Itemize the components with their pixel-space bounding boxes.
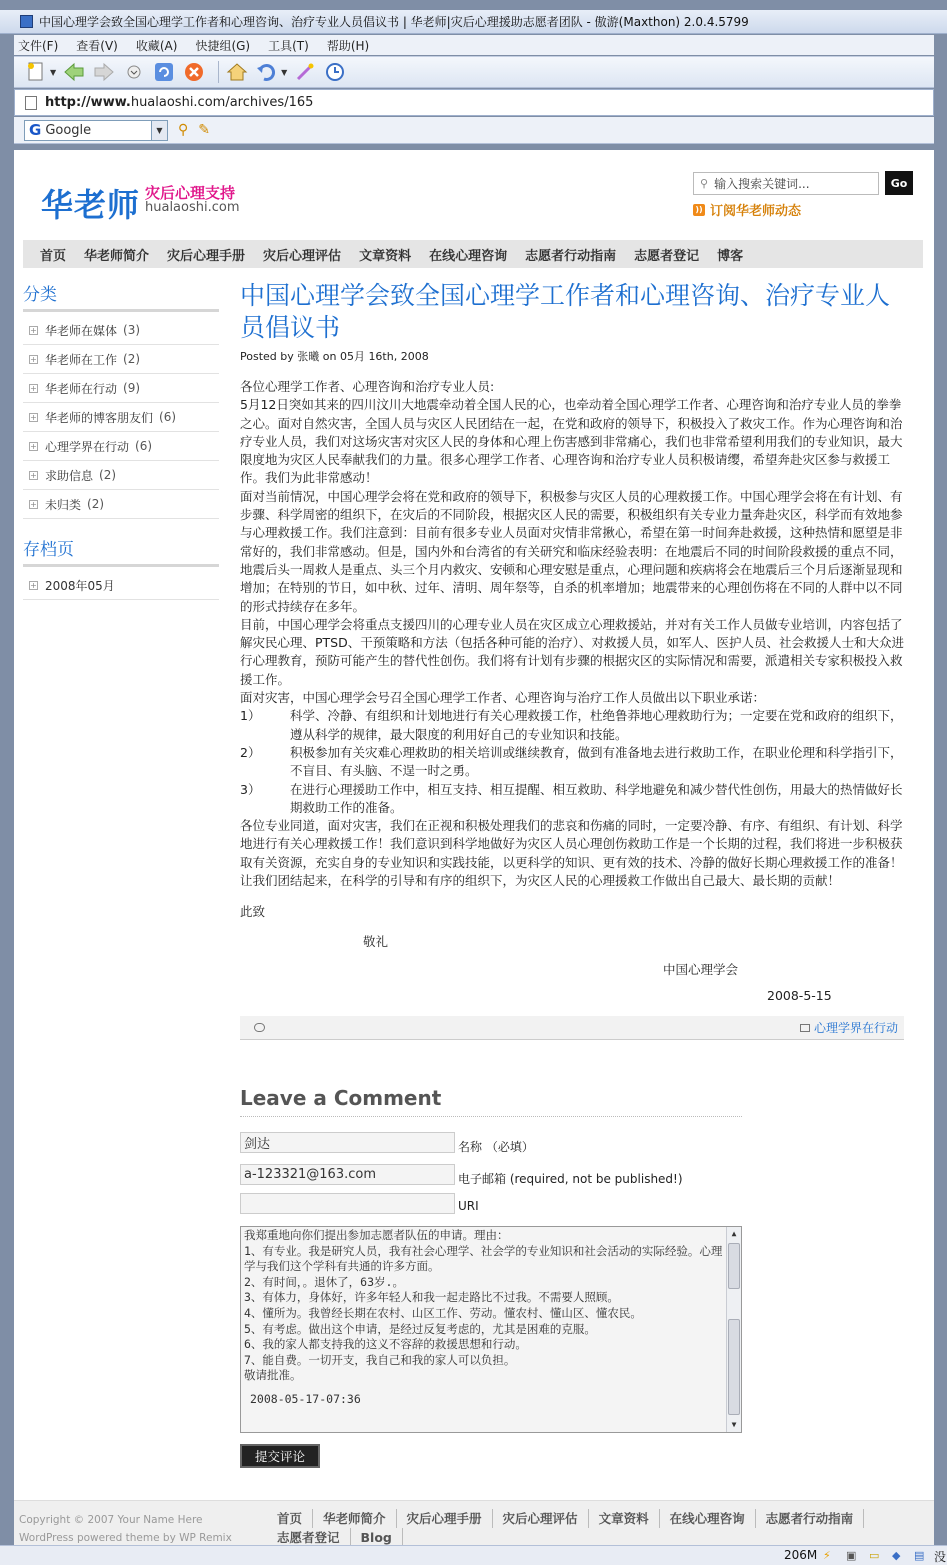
scroll-down-icon[interactable]: ▼ — [731, 1420, 737, 1430]
post-category-link[interactable] — [800, 1019, 898, 1036]
nav-assessment[interactable]: 灾后心理评估 — [263, 248, 342, 264]
footer-nav-item[interactable]: 华老师简介 — [313, 1509, 397, 1528]
post — [240, 280, 906, 1004]
category-count: (3) — [123, 323, 141, 337]
commitment-text: 科学、冷静、有组织和计划地进行有关心理救援工作，杜绝鲁莽地心理救助行为；一定要在党和政府的组织下，遵从科学的规律，最大限度的利用好自己的专业知识和技能。 — [290, 708, 903, 742]
highlight-icon[interactable]: ✎ — [198, 122, 210, 138]
commitment-text: 在进行心理援助工作中，相互支持、相互提醒、相互救助、科学地避免和减少替代性创伤，用最大的热情做好长期救助工作的准备。 — [290, 781, 903, 815]
comment-line: 6、我的家人都支持我的这义不容辞的救援思想和行动。 — [244, 1337, 527, 1352]
nav-articles[interactable]: 文章资料 — [359, 248, 412, 264]
post-paragraph: 各位心理学工作者、心理咨询和治疗专业人员: — [240, 379, 495, 394]
category-label: 华老师的博客朋友们 — [45, 410, 154, 425]
sidebar — [23, 280, 219, 600]
comment-line: 敬请批准。 — [244, 1368, 302, 1383]
post-footer — [240, 1016, 904, 1040]
nav-home[interactable]: 首页 — [40, 248, 67, 264]
plus-box-icon: + — [30, 383, 37, 393]
comment-line: 1、有专业。我是研究人员，我有社会心理学、社会学的专业知识和社会活动的实际经验。心理学与我们这个学科有共通的许多方面。 — [244, 1243, 723, 1274]
home-icon[interactable] — [225, 60, 249, 84]
category-label: 未归类 — [45, 497, 82, 512]
commitment-item — [240, 781, 906, 818]
commitment-number: 3） — [240, 781, 261, 797]
logo-text: 华老师 — [41, 186, 141, 224]
menu-bar — [14, 35, 934, 55]
plus-box-icon: + — [30, 354, 37, 364]
sidebar-category-item[interactable] — [23, 316, 219, 345]
scroll-up-icon[interactable]: ▲ — [731, 1229, 737, 1239]
web-page — [14, 150, 934, 1500]
post-paragraph: 面对灾害，中国心理学会号召全国心理学工作者、心理咨询与治疗工作人员做出以下职业承诺： — [240, 690, 766, 706]
site-search-input[interactable] — [693, 172, 879, 195]
sidebar-category-item[interactable] — [23, 490, 219, 519]
plus-box-icon: + — [30, 580, 37, 590]
sidebar-category-item[interactable] — [23, 432, 219, 461]
folder-icon[interactable]: ▭ — [869, 1549, 880, 1562]
footer-nav-item[interactable]: 文章资料 — [589, 1509, 660, 1528]
comment-message — [244, 1228, 723, 1384]
nav-volunteer-register[interactable]: 志愿者登记 — [634, 248, 700, 264]
chevron-down-icon[interactable]: ▼ — [151, 121, 167, 140]
status-bar — [0, 1545, 947, 1565]
nav-handbook[interactable]: 灾后心理手册 — [167, 248, 246, 264]
undo-dropdown-icon[interactable]: ▼ — [281, 67, 288, 77]
search-placeholder: 输入搜索关键词... — [714, 177, 810, 191]
clock-icon[interactable] — [323, 60, 347, 84]
history-dropdown-icon[interactable] — [122, 60, 146, 84]
popup-blocker-icon[interactable]: ▣ — [846, 1549, 857, 1562]
post-category-label: 心理学界在行动 — [813, 1021, 898, 1035]
comment-line: 5、有考虑。做出这个申请，是经过反复考虑的，尤其是困难的克服。 — [244, 1321, 596, 1336]
sidebar-archive-item[interactable] — [23, 571, 219, 600]
subscribe-label: 订阅华老师动态 — [710, 204, 802, 219]
window-title: 中国心理学会致全国心理学工作者和心理咨询、治疗专业人员倡议书 | 华老师|灾后心理援助志愿者团队 - 傲游(Maxthon) 2.0.4.5799 — [39, 15, 749, 29]
logo-tagline: 灾后心理支持 — [145, 184, 236, 202]
search-engine-label: Google — [45, 122, 92, 138]
nav-about[interactable]: 华老师简介 — [84, 248, 150, 264]
browser-toolbar — [14, 56, 934, 88]
menu-help[interactable]: 帮助(H) — [326, 38, 370, 53]
post-paragraph: 各位专业同道，面对灾害，我们在正视和积极处理我们的悲哀和伤痛的同时，一定要冷静、有序、有组织、有计划、科学地进行有关心理救援工作！我们意识到科学地做好为灾区人员心理创伤救助工作是一个长期的过程，我们将进一步积极获取有关资源，充实自身的专业知识和实践技能，以更科学的知识、更有效的技术、冷静的做好长期心理救援工作的准备！ — [240, 818, 903, 870]
page-icon — [25, 96, 37, 110]
google-icon: G — [29, 121, 42, 139]
toolbar-separator — [218, 61, 219, 83]
footer-nav — [267, 1509, 927, 1547]
site-logo[interactable] — [41, 180, 240, 226]
comment-heading: Leave a Comment — [240, 1086, 742, 1117]
archive-list — [23, 571, 219, 600]
stop-icon[interactable] — [182, 60, 206, 84]
archive-label: 2008年05月 — [45, 578, 115, 593]
refresh-icon[interactable] — [152, 60, 176, 84]
search-icon[interactable]: ⚲ — [178, 122, 189, 138]
url-path: hualaoshi.com/archives/165 — [130, 95, 314, 110]
site-footer — [14, 1500, 934, 1545]
commitment-item — [240, 744, 906, 781]
status-text: 没 — [934, 1550, 947, 1564]
commitment-item — [240, 707, 906, 744]
post-closing — [240, 902, 906, 1004]
comment-line: 4、懂所为。我曾经长期在农村、山区工作、劳动。懂农村、懂山区、懂农民。 — [244, 1305, 642, 1320]
email-label: 电子邮箱 (required, not be published!) — [458, 1172, 683, 1186]
menu-file[interactable]: 文件(F) — [18, 38, 59, 53]
menu-tools[interactable]: 工具(T) — [268, 38, 309, 53]
category-count: (9) — [123, 381, 141, 395]
new-tab-dropdown-icon[interactable]: ▼ — [50, 67, 57, 77]
category-label: 心理学界在行动 — [45, 439, 130, 454]
search-toolbar — [14, 117, 934, 144]
commitment-number: 1） — [240, 708, 261, 724]
footer-nav-item[interactable]: 灾后心理评估 — [493, 1509, 589, 1528]
post-title[interactable]: 中国心理学会致全国心理学工作者和心理咨询、治疗专业人员倡议书 — [240, 281, 891, 342]
plus-box-icon: + — [30, 499, 37, 509]
main-nav — [23, 240, 923, 268]
search-icon: ⚲ — [700, 177, 709, 190]
footer-nav-item[interactable]: 在线心理咨询 — [660, 1509, 756, 1528]
textarea-scrollbar[interactable] — [726, 1227, 741, 1432]
name-label: 名称 （必填） — [458, 1140, 534, 1154]
plus-box-icon: + — [30, 470, 37, 480]
archives-title: 存档页 — [23, 535, 219, 567]
comment-timestamp: 2008-05-17-07:36 — [250, 1391, 361, 1406]
category-label: 华老师在媒体 — [45, 323, 118, 338]
categories-title: 分类 — [23, 280, 219, 312]
comment-line: 3、有体力，身体好，许多年轻人和我一起走路比不过我。不需要人照顾。 — [244, 1290, 619, 1305]
sidebar-category-item[interactable] — [23, 345, 219, 374]
submit-comment-button[interactable]: 提交评论 — [240, 1444, 320, 1468]
address-bar[interactable] — [14, 89, 934, 116]
feed-icon[interactable]: ◆ — [892, 1549, 901, 1562]
uri-label: URI — [458, 1199, 479, 1213]
menu-view[interactable]: 查看(V) — [76, 38, 118, 53]
back-icon[interactable] — [62, 60, 86, 84]
search-engine-select[interactable] — [24, 120, 168, 141]
magic-wand-icon[interactable] — [293, 60, 317, 84]
nav-blog[interactable]: 博客 — [717, 248, 744, 264]
footer-copyright: Copyright © 2007 Your Name Here — [19, 1514, 203, 1526]
category-count: (6) — [159, 410, 177, 424]
window-icon[interactable]: ▤ — [914, 1549, 925, 1562]
footer-nav-item[interactable]: 志愿者登记 — [267, 1528, 351, 1547]
footer-nav-item[interactable]: 志愿者行动指南 — [756, 1509, 865, 1528]
memory-usage: 206M — [784, 1548, 818, 1562]
plus-box-icon: + — [30, 441, 37, 451]
lightning-icon[interactable]: ⚡ — [823, 1549, 831, 1562]
sidebar-category-item[interactable] — [23, 403, 219, 432]
url-scheme: http://www. — [45, 95, 131, 110]
undo-close-icon[interactable] — [255, 60, 279, 84]
category-label: 华老师在工作 — [45, 352, 118, 367]
forward-icon[interactable] — [92, 60, 116, 84]
post-body — [240, 378, 906, 890]
rss-icon: )) — [693, 204, 705, 216]
post-date: 2008-5-15 — [767, 988, 832, 1004]
sidebar-category-item[interactable] — [23, 461, 219, 490]
post-paragraph: 让我们团结起来，在科学的引导和有序的组织下，为灾区人民的心理援救工作做出自己最大、最长期的贡献！ — [240, 873, 841, 889]
category-count: (6) — [135, 439, 153, 453]
category-label: 华老师在行动 — [45, 381, 118, 396]
footer-nav-item[interactable]: Blog — [351, 1528, 403, 1547]
category-list — [23, 316, 219, 519]
scroll-thumb-lower[interactable] — [728, 1319, 740, 1415]
plus-box-icon: + — [30, 412, 37, 422]
subscribe-link[interactable] — [693, 200, 801, 219]
post-meta: Posted by 张曦 on 05月 16th, 2008 — [240, 350, 429, 363]
post-paragraph: 面对当前情况，中国心理学会将在党和政府的领导下，积极参与灾区人员的心理救援工作。中国心理学会将在有计划、有步骤、科学周密的组织下，在灾后的不同阶段，根据灾区人民的需要，积极组织有关专业力量奔赴灾区，科学而有效地参与心理救援工作。我们注意到：目前有很多专业人员面对灾情非常揪心，希望在第一时间奔赴救援，这种热情和愿望是非常好的，我们非常感动。但是，国内外和台湾省的有关研究和临床经验表明：在地震后不同的时间阶段救援的重点不同，地震后头一周救人是重点、头三个月内救灾、安顿和心理安慰是重点，心理问题和疾病将会在地震后三个月后逐渐显现和增加；在特别的节日，如中秋、过年、清明、周年祭等，自杀的机率增加；地震带来的心理创伤将在不同的人群中以不同的形式持续存在多年。 — [240, 488, 903, 614]
comment-textarea[interactable] — [240, 1226, 742, 1433]
category-count: (2) — [99, 468, 117, 482]
comment-line: 7、能自费。一切开支，我自己和我的家人可以负担。 — [244, 1352, 516, 1367]
comment-bubble-icon[interactable] — [254, 1023, 265, 1032]
post-paragraph: 5月12日突如其来的四川汶川大地震牵动着全国人民的心，也牵动着全国心理学工作者、心理咨询和治疗专业人员的拳拳之心。面对自然灾害，全国人员与灾区人民团结在一起，在党和政府的领导下，积极投入了救灾工作。作为心理咨询和治疗专业人员，我们对这场灾害对灾区人民的身体和心理上伤害感到非常痛心，我们也非常希望利用我们的专业知识，最大限度地为灾区人民奉献我们的力量。很多心理学工作者、心理咨询和治疗专业人员积极请缨，希望奔赴灾区参与救援工作。我们为此非常感动！ — [240, 397, 903, 486]
footer-nav-item[interactable]: 首页 — [267, 1509, 313, 1528]
closing-respect: 敬礼 — [363, 934, 389, 950]
maxthon-app-icon — [20, 15, 33, 28]
uri-field[interactable] — [240, 1193, 455, 1214]
new-tab-icon[interactable] — [24, 60, 48, 84]
footer-powered[interactable]: WordPress powered theme by WP Remix — [19, 1532, 232, 1544]
category-count: (2) — [123, 352, 141, 366]
category-label: 求助信息 — [45, 468, 94, 483]
footer-nav-item[interactable]: 灾后心理手册 — [397, 1509, 493, 1528]
closing-salutation: 此致 — [240, 904, 266, 920]
comment-line: 2、有时间，。退休了，63岁.。 — [244, 1274, 404, 1289]
name-field[interactable]: 剑达 — [240, 1132, 455, 1153]
email-field[interactable]: a-123321@163.com — [240, 1164, 455, 1185]
nav-consult[interactable]: 在线心理咨询 — [429, 248, 508, 264]
footer-credits — [19, 1511, 232, 1547]
nav-volunteer-guide[interactable]: 志愿者行动指南 — [525, 248, 617, 264]
category-count: (2) — [87, 497, 105, 511]
window-titlebar — [0, 10, 947, 34]
post-paragraph: 目前，中国心理学会将重点支援四川的心理专业人员在灾区成立心理救援站，并对有关工作人员做专业培训，内容包括了解灾民心理、PTSD、干预策略和方法（包括各种可能的治疗）、对救援人员，如军人、医护人员、社会救援人士和大众进行心理教育，预防可能产生的替代性创伤。我们将有计划有步骤的根据灾区的实际情况和需要，派遣相关专家积极投入救援工作。 — [240, 616, 904, 687]
plus-box-icon: + — [30, 325, 37, 335]
menu-favorites[interactable]: 收藏(A) — [135, 38, 178, 53]
commitment-text: 积极参加有关灾难心理救助的相关培训或继续教育，做到有准备地去进行救助工作，在职业伦理和科学指引下，不盲目、有头脑、不逞一时之勇。 — [290, 744, 903, 779]
commitment-number: 2） — [240, 744, 261, 760]
sidebar-category-item[interactable] — [23, 374, 219, 403]
folder-icon — [800, 1024, 810, 1032]
post-signature: 中国心理学会 — [663, 962, 739, 978]
logo-domain: hualaoshi.com — [145, 200, 240, 215]
search-go-button[interactable]: Go — [885, 171, 913, 195]
scroll-thumb[interactable] — [728, 1243, 740, 1289]
menu-groups[interactable]: 快捷组(G) — [195, 38, 251, 53]
comment-line: 我郑重地向你们提出参加志愿者队伍的申请。理由： — [244, 1228, 509, 1242]
